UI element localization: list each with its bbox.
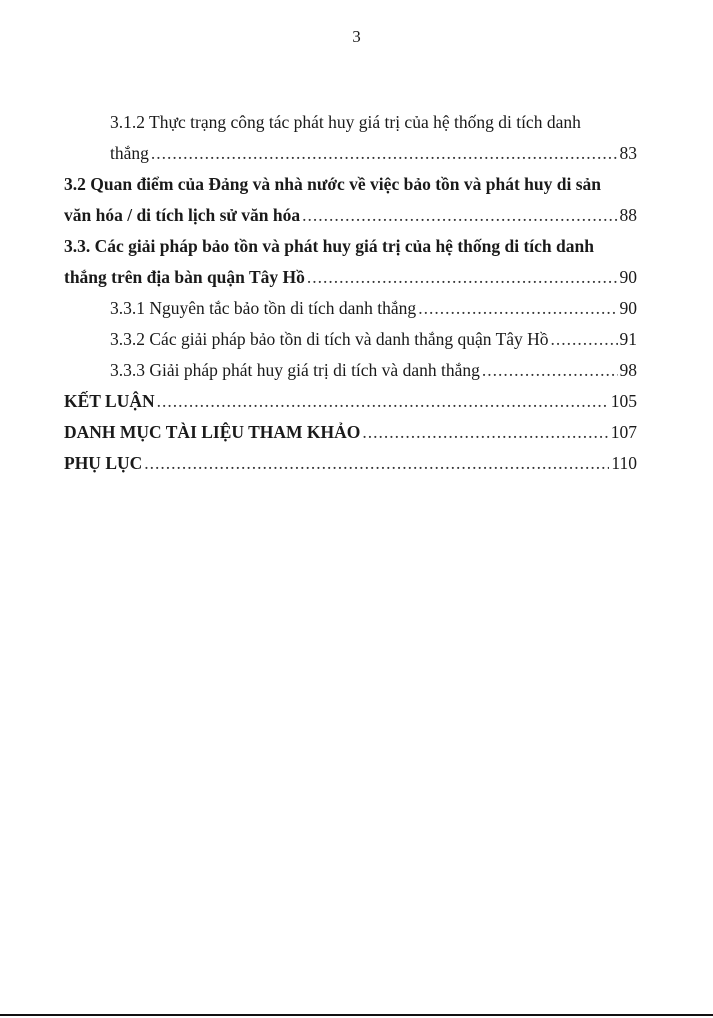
- toc-entry-references: [64, 417, 637, 448]
- toc-entry-3-1-2: [64, 107, 637, 169]
- dot-leader: [151, 138, 618, 169]
- toc-entry-title: 3.3. Các giải pháp bảo tồn và phát huy giá trị của hệ thống di tích danh: [64, 236, 594, 256]
- toc-entry-3-3-3: [64, 355, 637, 386]
- toc-entry-title: KẾT LUẬN: [64, 391, 155, 411]
- toc-entry-3-2: [64, 169, 637, 231]
- dot-leader: [302, 200, 617, 231]
- dot-leader: [551, 324, 618, 355]
- toc-page-number: 90: [619, 298, 637, 318]
- dot-leader: [362, 417, 608, 448]
- toc-entry-3-3-1: [64, 293, 637, 324]
- toc-entry-appendix: [64, 448, 637, 479]
- toc-entry-title: 3.1.2 Thực trạng công tác phát huy giá trị của hệ thống di tích danh: [110, 112, 581, 132]
- toc-page-number: 110: [611, 453, 637, 473]
- dot-leader: [144, 448, 609, 479]
- toc-entry-title-continued: văn hóa / di tích lịch sử văn hóa: [64, 205, 301, 225]
- toc-page-number: 105: [610, 391, 637, 411]
- toc-entry-3-3-2: [64, 324, 637, 355]
- toc-entry-title-continued: thắng: [110, 143, 149, 163]
- toc-page-number: 107: [610, 422, 637, 442]
- page-number: 3: [352, 27, 361, 46]
- dot-leader: [482, 355, 618, 386]
- toc-entry-3-3: [64, 231, 637, 293]
- toc-entry-title: 3.3.1 Nguyên tắc bảo tồn di tích danh thắng: [110, 298, 417, 318]
- toc-page-number: 90: [619, 267, 637, 287]
- toc-entry-title: 3.3.2 Các giải pháp bảo tồn di tích và danh thắng quận Tây Hồ: [110, 329, 549, 349]
- toc-page-number: 83: [619, 143, 637, 163]
- dot-leader: [307, 262, 618, 293]
- dot-leader: [157, 386, 609, 417]
- table-of-contents: [64, 107, 637, 479]
- dot-leader: [418, 293, 617, 324]
- toc-entry-ket-luan: [64, 386, 637, 417]
- toc-entry-title: 3.3.3 Giải pháp phát huy giá trị di tích và danh thắng: [110, 360, 480, 380]
- toc-page-number: 88: [619, 205, 637, 225]
- toc-page-number: 98: [619, 360, 637, 380]
- toc-entry-title: 3.2 Quan điểm của Đảng và nhà nước về việc bảo tồn và phát huy di sản: [64, 174, 602, 194]
- toc-entry-title-continued: thắng trên địa bàn quận Tây Hồ: [64, 267, 305, 287]
- toc-page-number: 91: [619, 329, 637, 349]
- toc-entry-title: DANH MỤC TÀI LIỆU THAM KHẢO: [64, 422, 361, 442]
- toc-entry-title: PHỤ LỤC: [64, 453, 143, 473]
- page-bottom-rule: [0, 1014, 713, 1016]
